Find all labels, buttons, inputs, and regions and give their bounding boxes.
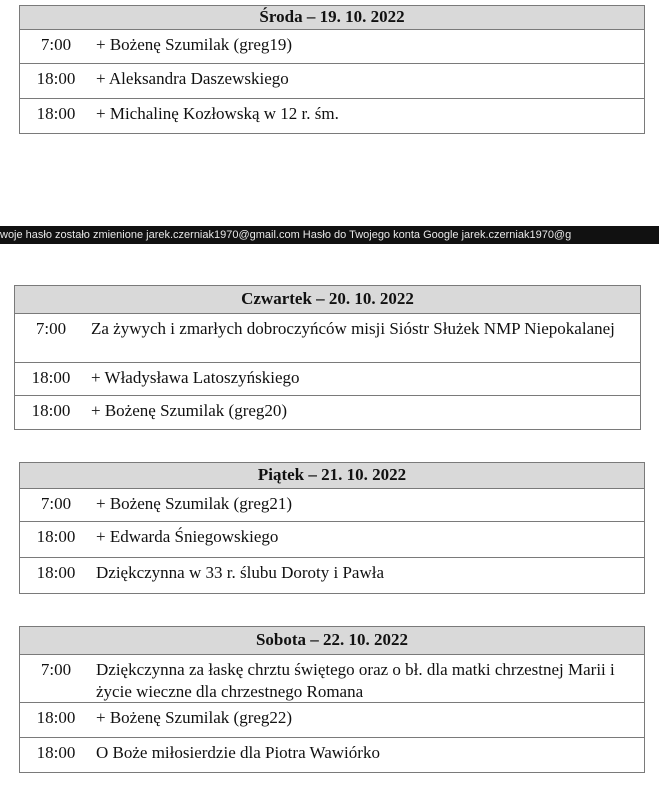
intention-cell: + Michalinę Kozłowską w 12 r. śm. — [96, 104, 339, 123]
intention-cell: O Boże miłosierdzie dla Piotra Wawiórko — [96, 743, 380, 762]
schedule-table-saturday — [19, 626, 645, 773]
intention-cell: + Bożenę Szumilak (greg21) — [96, 494, 293, 513]
table-row — [15, 363, 640, 396]
intention-cell: + Bożenę Szumilak (greg22) — [96, 708, 293, 727]
time-cell: 18:00 — [36, 743, 76, 762]
notification-text: woje hasło zostało zmienione jarek.czerniak1970@gmail.com Hasło do Twojego konta Google jarek.czerniak1970@g — [0, 229, 572, 241]
table-row — [20, 99, 644, 133]
intention-cell: + Aleksandra Daszewskiego — [96, 69, 289, 88]
table-row — [20, 30, 644, 64]
time-cell: 18:00 — [36, 69, 76, 88]
table-row — [20, 655, 644, 703]
table-header: Piątek – 21. 10. 2022 — [20, 463, 644, 489]
time-cell: 7:00 — [35, 319, 67, 338]
table-row — [20, 558, 644, 593]
table-row — [20, 489, 644, 522]
table-header: Sobota – 22. 10. 2022 — [20, 627, 644, 655]
intention-cell: + Edwarda Śniegowskiego — [96, 527, 279, 546]
time-cell: 18:00 — [36, 563, 76, 582]
time-cell: 18:00 — [31, 368, 71, 387]
table-row — [20, 738, 644, 772]
intention-cell: Dziękczynna w 33 r. ślubu Doroty i Pawła — [96, 563, 384, 582]
table-row — [20, 522, 644, 558]
time-cell: 7:00 — [40, 660, 72, 679]
table-header: Środa – 19. 10. 2022 — [20, 6, 644, 30]
schedule-table-wednesday — [19, 5, 645, 134]
intention-cell: Dziękczynna za łaskę chrztu świętego oraz o bł. dla matki chrzestnej Marii i życie wieczne dla chrzestnego Romana — [96, 660, 615, 701]
table-row — [15, 396, 640, 429]
table-row — [15, 314, 640, 363]
time-cell: 7:00 — [40, 35, 72, 54]
notification-banner[interactable] — [0, 226, 659, 244]
time-cell: 7:00 — [40, 494, 72, 513]
table-row — [20, 64, 644, 99]
intention-cell: Za żywych i zmarłych dobroczyńców misji Sióstr Służek NMP Niepokalanej — [91, 319, 615, 338]
table-header: Czwartek – 20. 10. 2022 — [15, 286, 640, 314]
time-cell: 18:00 — [36, 708, 76, 727]
intention-cell: + Bożenę Szumilak (greg20) — [91, 401, 288, 420]
time-cell: 18:00 — [36, 104, 76, 123]
time-cell: 18:00 — [31, 401, 71, 420]
table-row — [20, 703, 644, 738]
intention-cell: + Bożenę Szumilak (greg19) — [96, 35, 293, 54]
schedule-table-friday — [19, 462, 645, 594]
schedule-table-thursday — [14, 285, 641, 430]
intention-cell: + Władysława Latoszyńskiego — [91, 368, 300, 387]
time-cell: 18:00 — [36, 527, 76, 546]
